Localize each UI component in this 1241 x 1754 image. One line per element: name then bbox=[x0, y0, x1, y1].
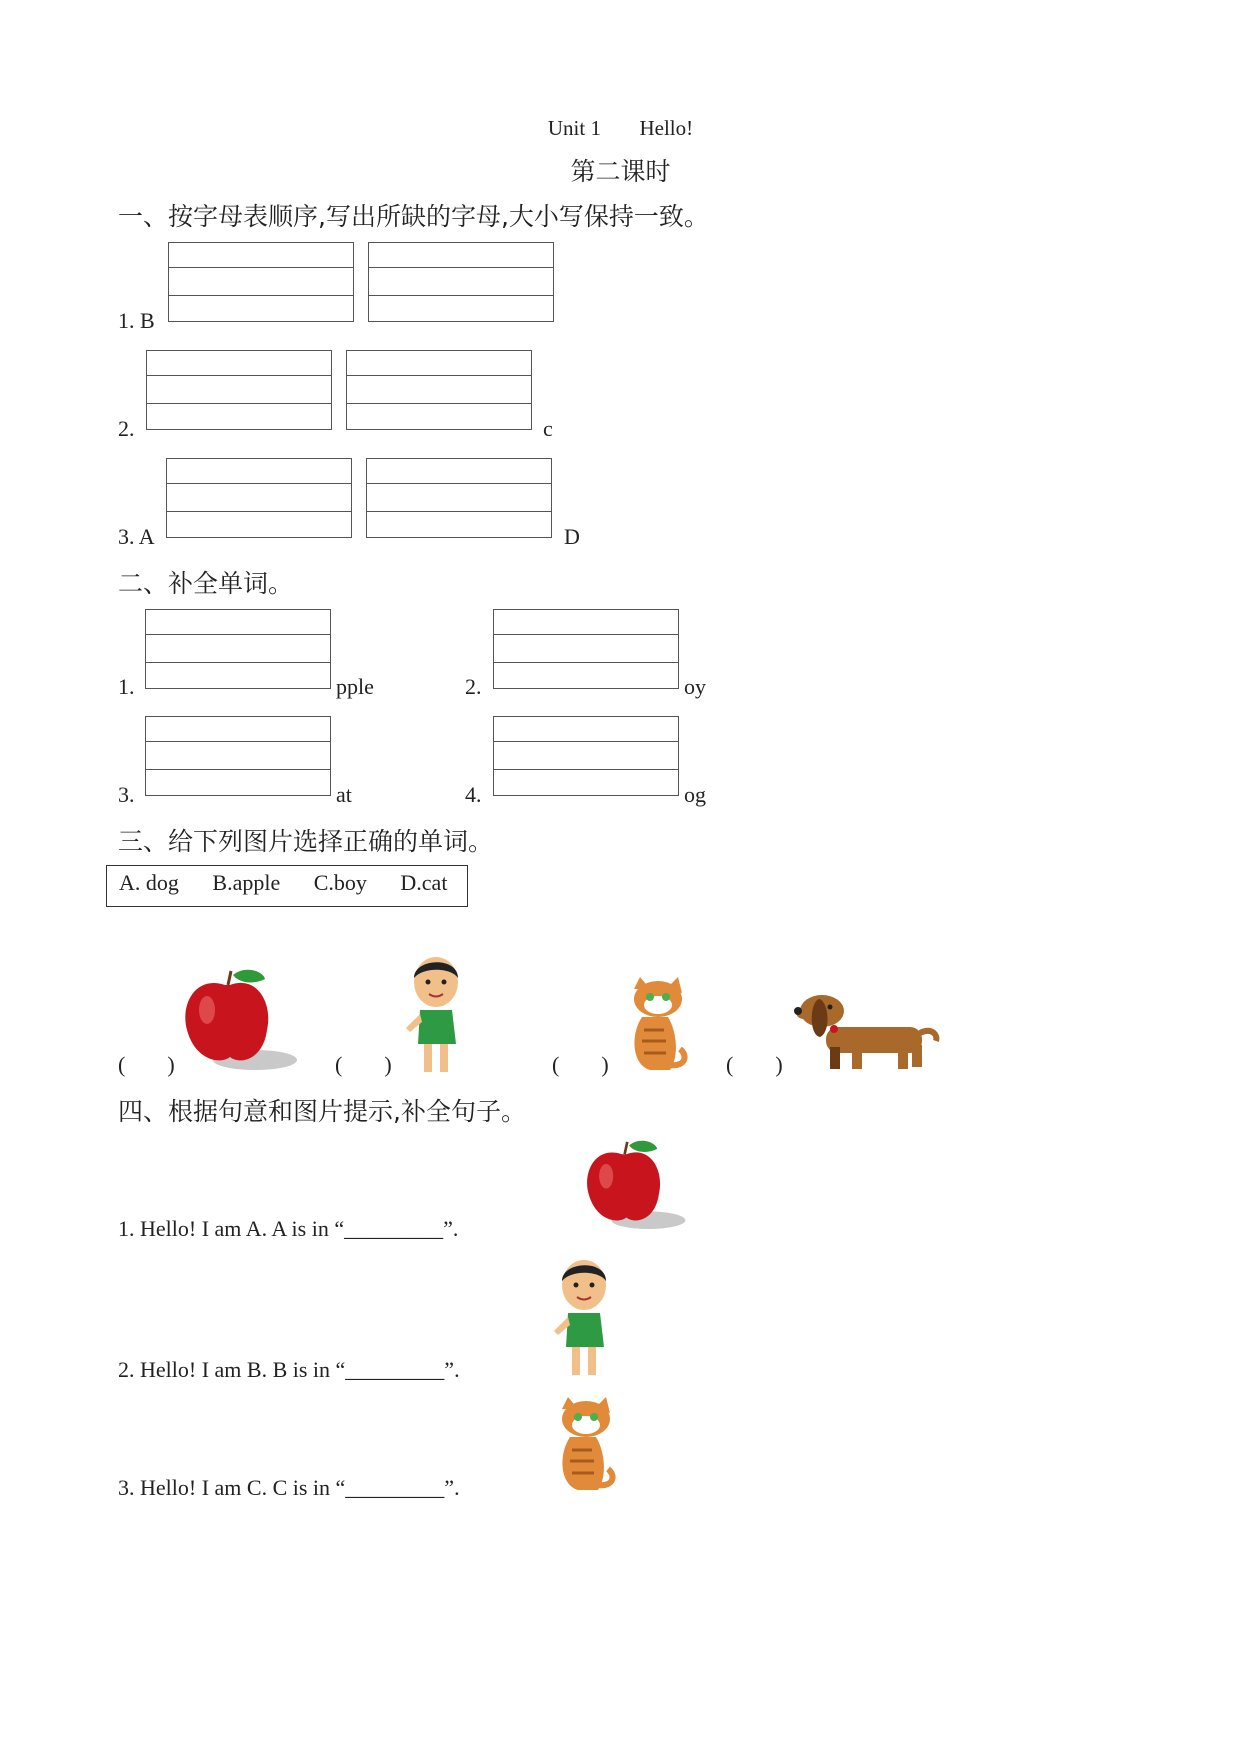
section-2-heading: 二、补全单词。 bbox=[118, 569, 294, 598]
cat-icon bbox=[620, 975, 695, 1075]
section-1-heading: 一、按字母表顺序,写出所缺的字母,大小写保持一致。 bbox=[118, 202, 709, 231]
s1-item-1-box-1[interactable] bbox=[168, 242, 354, 322]
s2-item-4-suffix: og bbox=[684, 782, 706, 807]
s2-item-3-number: 3. bbox=[118, 782, 135, 807]
boy-icon bbox=[400, 952, 475, 1077]
unit-label: Unit 1 bbox=[547, 116, 601, 140]
option-a: A. dog bbox=[119, 870, 179, 895]
section-4-heading: 四、根据句意和图片提示,补全句子。 bbox=[118, 1097, 526, 1126]
s1-item-2-box-2[interactable] bbox=[346, 350, 532, 430]
s1-item-3-box-1[interactable] bbox=[166, 458, 352, 538]
s1-item-3-box-2[interactable] bbox=[366, 458, 552, 538]
section-3-heading: 三、给下列图片选择正确的单词。 bbox=[118, 827, 494, 856]
cat-hint-icon bbox=[548, 1395, 623, 1495]
period-title: 第二课时 bbox=[570, 157, 671, 186]
word-options-box bbox=[106, 865, 468, 907]
unit-title bbox=[0, 116, 1241, 141]
option-d: D.cat bbox=[400, 870, 448, 895]
s2-item-4-box[interactable] bbox=[493, 716, 679, 796]
answer-paren-4[interactable]: ( ) bbox=[726, 1052, 783, 1077]
s2-item-4-number: 4. bbox=[465, 782, 482, 807]
s1-item-2-box-1[interactable] bbox=[146, 350, 332, 430]
s2-item-2-number: 2. bbox=[465, 674, 482, 699]
s1-item-3-after: D bbox=[564, 524, 580, 549]
answer-paren-3[interactable]: ( ) bbox=[552, 1052, 609, 1077]
option-b: B.apple bbox=[212, 870, 281, 895]
lesson-label: Hello! bbox=[639, 116, 694, 140]
s2-item-2-suffix: oy bbox=[684, 674, 706, 699]
answer-paren-2[interactable]: ( ) bbox=[335, 1052, 392, 1077]
apple-hint-icon bbox=[578, 1135, 688, 1235]
dog-icon bbox=[790, 985, 940, 1075]
apple-icon bbox=[175, 965, 300, 1075]
s2-item-3-suffix: at bbox=[336, 782, 352, 807]
s2-item-1-box[interactable] bbox=[145, 609, 331, 689]
s2-item-3-box[interactable] bbox=[145, 716, 331, 796]
s1-item-2-number: 2. bbox=[118, 416, 135, 441]
s2-item-2-box[interactable] bbox=[493, 609, 679, 689]
option-c: C.boy bbox=[313, 870, 367, 895]
s1-item-3-number: 3. A bbox=[118, 524, 155, 549]
sentence-3: 3. Hello! I am C. C is in “_________”. bbox=[118, 1475, 460, 1500]
s2-item-1-suffix: pple bbox=[336, 674, 374, 699]
s1-item-2-after: c bbox=[543, 416, 553, 441]
answer-paren-1[interactable]: ( ) bbox=[118, 1052, 175, 1077]
boy-hint-icon bbox=[548, 1255, 623, 1380]
s2-item-1-number: 1. bbox=[118, 674, 135, 699]
s1-item-1-box-2[interactable] bbox=[368, 242, 554, 322]
sentence-1: 1. Hello! I am A. A is in “_________”. bbox=[118, 1216, 459, 1241]
sentence-2: 2. Hello! I am B. B is in “_________”. bbox=[118, 1357, 460, 1382]
s1-item-1-number: 1. B bbox=[118, 308, 155, 333]
